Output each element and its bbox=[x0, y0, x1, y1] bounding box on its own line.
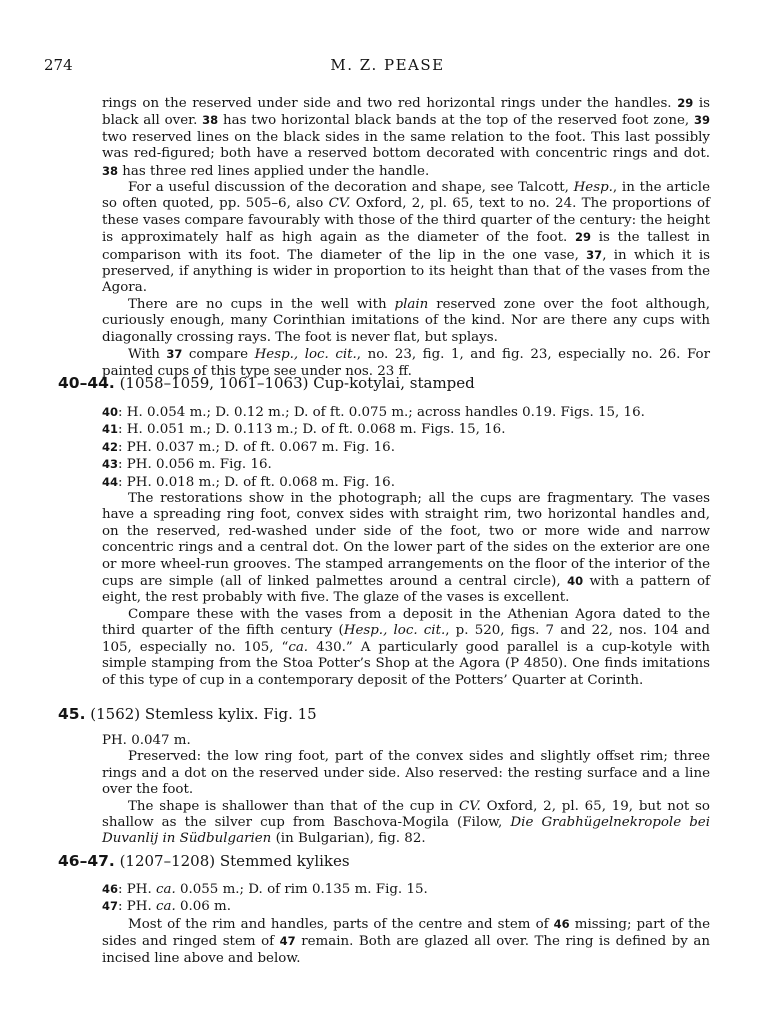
measurement-line: 42: PH. 0.037 m.; D. of ft. 0.067 m. Fig. 16. bbox=[102, 439, 395, 455]
section-heading-40-44 bbox=[58, 375, 718, 391]
section-heading-46-47 bbox=[58, 853, 718, 869]
catalogue-number: 39 bbox=[693, 113, 710, 128]
catalogue-number: 41 bbox=[102, 422, 119, 437]
italic-text: Die Grabhügelnekropole bei Duvanlij in Südbulgarien bbox=[102, 815, 710, 847]
running-head bbox=[0, 57, 775, 77]
measurement-line: PH. 0.047 m. bbox=[102, 733, 191, 748]
entry-number: 45. bbox=[58, 705, 86, 723]
intro-paragraph-4: With 37 compare Hesp., loc. cit., no. 23, fig. 1, and fig. 23, especially no. 26. For painted cups of this type see under nos. 23 ff. bbox=[102, 347, 710, 379]
italic-text: Hesp., loc. cit. bbox=[343, 623, 446, 639]
intro-text bbox=[102, 95, 710, 380]
catalogue-number: 29 bbox=[574, 230, 591, 245]
description-paragraph: Most of the rim and handles, parts of the centre and stem of 46 missing; part of the sides and ringed stem of 47 remain. Both are glazed all over. The ring is defined by an incised line above and below. bbox=[102, 916, 710, 966]
catalogue-number: 47 bbox=[102, 899, 119, 914]
catalogue-number: 42 bbox=[102, 439, 119, 454]
italic-text: Hesp. bbox=[573, 180, 613, 196]
heading-title: (1058–1059, 1061–1063) Cup-kotylai, stamped bbox=[119, 374, 475, 392]
section-40-44-body bbox=[102, 404, 710, 689]
measurement-list bbox=[102, 733, 710, 749]
catalogue-number: 38 bbox=[202, 113, 219, 128]
page-number: 274 bbox=[44, 56, 73, 74]
description-paragraph: The restorations show in the photograph; all the cups are fragmentary. The vases have a spreading ring foot, convex sides with straight rim, two horizontal handles and, on the reserved, red-washed under side of the foot, two or more wide and narrow concentric rings and a central dot. On the lower part of the sides on the exterior are one or more wheel-run grooves. The stamped arrangements on the floor of the interior of the cups are simple (all of linked palmettes around a central circle), 40 with a pattern of eight, the rest probably with five. The glaze of the vases is excellent. bbox=[102, 491, 710, 606]
italic-text: Hesp., loc. cit. bbox=[254, 347, 357, 363]
catalogue-number: 47 bbox=[279, 934, 296, 949]
heading-title: (1207–1208) Stemmed kylikes bbox=[119, 852, 350, 870]
section-46-47-body bbox=[102, 881, 710, 967]
description-paragraph: Preserved: the low ring foot, part of the convex sides and slightly offset rim; three rings and a dot on the reserved under side. Also reserved: the resting surface and a line over the foot. bbox=[102, 749, 710, 798]
section-45-body bbox=[102, 733, 710, 848]
italic-text: ca. bbox=[155, 882, 176, 897]
intro-paragraph-2: For a useful discussion of the decoration and shape, see Talcott, Hesp., in the article so often quoted, pp. 505–6, also CV. Oxford, 2, pl. 65, text to no. 24. The proportions of these vases compare favourably with those of the third quarter of the century: the height is approximately half as high again as the diameter of the foot. 29 is the tallest in comparison with its foot. The diameter of the lip in the one vase, 37, in which it is preserved, if anything is wider in proportion to its height than that of the vases from the Agora. bbox=[102, 180, 710, 296]
italic-text: CV. bbox=[458, 798, 481, 814]
measurement-line: 43: PH. 0.056 m. Fig. 16. bbox=[102, 457, 272, 473]
measurement-list bbox=[102, 404, 710, 491]
intro-paragraph-1: rings on the reserved under side and two red horizontal rings under the handles. 29 is black all over. 38 has two horizontal black bands at the top of the reserved foot zone, 39 two reserved lines on the black sides in the same relation to the foot. This last possibly was red-figured; both have a reserved bottom decorated with concentric rings and dot. 38 has three red lines applied under the handle. bbox=[102, 96, 710, 179]
catalogue-number: 43 bbox=[102, 457, 119, 472]
catalogue-number: 46 bbox=[553, 916, 570, 931]
entry-number: 46–47. bbox=[58, 852, 115, 870]
italic-text: ca. bbox=[288, 639, 309, 655]
catalogue-number: 40 bbox=[102, 405, 119, 419]
italic-text: plain bbox=[394, 296, 429, 312]
catalogue-number: 40 bbox=[567, 574, 584, 589]
section-heading-45 bbox=[58, 706, 718, 722]
measurement-line: 40: H. 0.054 m.; D. 0.12 m.; D. of ft. 0.075 m.; across handles 0.19. Figs. 15, 16. bbox=[102, 405, 645, 420]
comparison-paragraph: Compare these with the vases from a deposit in the Athenian Agora dated to the third quarter of the fifth century (Hesp., loc. cit., p. 520, figs. 7 and 22, nos. 104 and 105, especially no. 105, “ca. 430.” A particularly good parallel is a cup-kotyle with simple stamping from the Stoa Potter’s Shop at the Agora (P 4850). One finds imitations of this type of cup in a contemporary deposit of the Potters’ Quarter at Corinth. bbox=[102, 606, 711, 688]
italic-text: ca. bbox=[155, 899, 176, 915]
measurement-list bbox=[102, 881, 710, 916]
catalogue-number: 37 bbox=[166, 347, 183, 362]
catalogue-number: 44 bbox=[102, 474, 119, 489]
catalogue-number: 37 bbox=[586, 247, 603, 262]
intro-paragraph-3: There are no cups in the well with plain reserved zone over the foot although, curiously enough, many Corinthian imitations of the kind. Nor are there any cups with diagonally crossing rays. The foot is never flat, but splays. bbox=[102, 296, 710, 345]
heading-title: (1562) Stemless kylix. Fig. 15 bbox=[90, 705, 317, 723]
comparison-paragraph: The shape is shallower than that of the cup in CV. Oxford, 2, pl. 65, 19, but not so shallow as the silver cup from Baschova-Mogila (Filow, Die Grabhügelnekropole bei Duvanlij in Südbulgarien (in Bulgarian), fig. 82. bbox=[102, 798, 710, 847]
running-head-author: M. Z. PEASE bbox=[330, 56, 445, 74]
measurement-line: 46: PH. ca. 0.055 m.; D. of rim 0.135 m. Fig. 15. bbox=[102, 882, 428, 897]
entry-number: 40–44. bbox=[58, 374, 115, 392]
italic-text: CV. bbox=[328, 196, 351, 212]
measurement-line: 41: H. 0.051 m.; D. 0.113 m.; D. of ft. 0.068 m. Figs. 15, 16. bbox=[102, 422, 506, 438]
catalogue-number: 46 bbox=[102, 882, 119, 896]
catalogue-number: 29 bbox=[677, 96, 694, 110]
measurement-line: 44: PH. 0.018 m.; D. of ft. 0.068 m. Fig. 16. bbox=[102, 474, 395, 490]
measurement-line: 47: PH. ca. 0.06 m. bbox=[102, 899, 232, 915]
catalogue-number: 38 bbox=[102, 163, 119, 178]
